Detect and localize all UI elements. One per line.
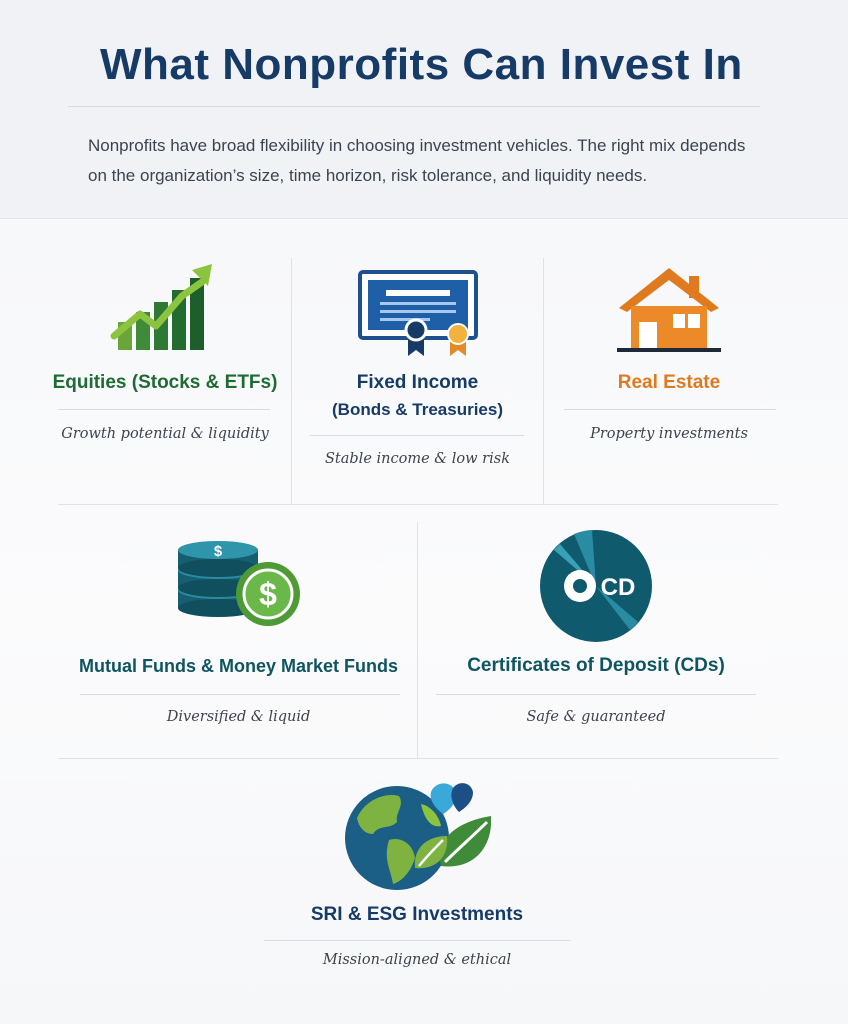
house-icon bbox=[613, 262, 725, 356]
card-divider bbox=[564, 409, 776, 410]
title-divider bbox=[68, 106, 760, 107]
certificate-icon bbox=[356, 268, 480, 358]
globe-leaf-icon bbox=[335, 778, 499, 894]
card-description: Stable income & low risk bbox=[325, 451, 510, 467]
card-title: Fixed Income bbox=[356, 372, 479, 393]
card-description: Safe & guaranteed bbox=[526, 709, 666, 725]
header bbox=[0, 0, 848, 219]
svg-text:$: $ bbox=[213, 543, 222, 560]
card-divider bbox=[436, 694, 756, 695]
page-title: What Nonprofits Can Invest In bbox=[100, 40, 743, 89]
row-divider bbox=[58, 504, 778, 505]
cd-disc-icon bbox=[534, 528, 658, 646]
card-mutual-funds bbox=[60, 522, 417, 758]
coin-stack-icon bbox=[174, 534, 304, 626]
card-title: SRI & ESG Investments bbox=[310, 904, 524, 925]
card-divider bbox=[58, 409, 270, 410]
card-description: Diversified & liquid bbox=[166, 709, 311, 725]
card-divider bbox=[264, 940, 570, 941]
card-certificates-of-deposit bbox=[418, 522, 774, 758]
card-equities bbox=[40, 258, 290, 504]
row-divider bbox=[58, 758, 778, 759]
growth-chart-icon bbox=[110, 260, 220, 354]
card-divider bbox=[310, 435, 524, 436]
svg-text:$: $ bbox=[258, 576, 277, 612]
card-title: Equities (Stocks & ETFs) bbox=[52, 372, 278, 393]
card-fixed-income bbox=[292, 258, 543, 504]
card-real-estate bbox=[544, 258, 794, 504]
cd-icon-label: CD bbox=[600, 574, 636, 601]
card-title: Certificates of Deposit (CDs) bbox=[467, 655, 725, 676]
card-description: Growth potential & liquidity bbox=[61, 426, 269, 442]
card-description: Mission-aligned & ethical bbox=[322, 952, 512, 968]
card-sri-esg bbox=[264, 770, 570, 990]
card-divider bbox=[80, 694, 400, 695]
card-title: Mutual Funds & Money Market Funds bbox=[78, 656, 398, 676]
card-description: Property investments bbox=[590, 426, 748, 442]
intro-text: Nonprofits have broad flexibility in choosing investment vehicles. The right mix depends on the organization’s size, time horizon, risk tolerance, and liquidity needs. bbox=[88, 136, 746, 185]
card-title: Real Estate bbox=[617, 372, 721, 393]
card-subtitle: (Bonds & Treasuries) bbox=[332, 400, 503, 419]
